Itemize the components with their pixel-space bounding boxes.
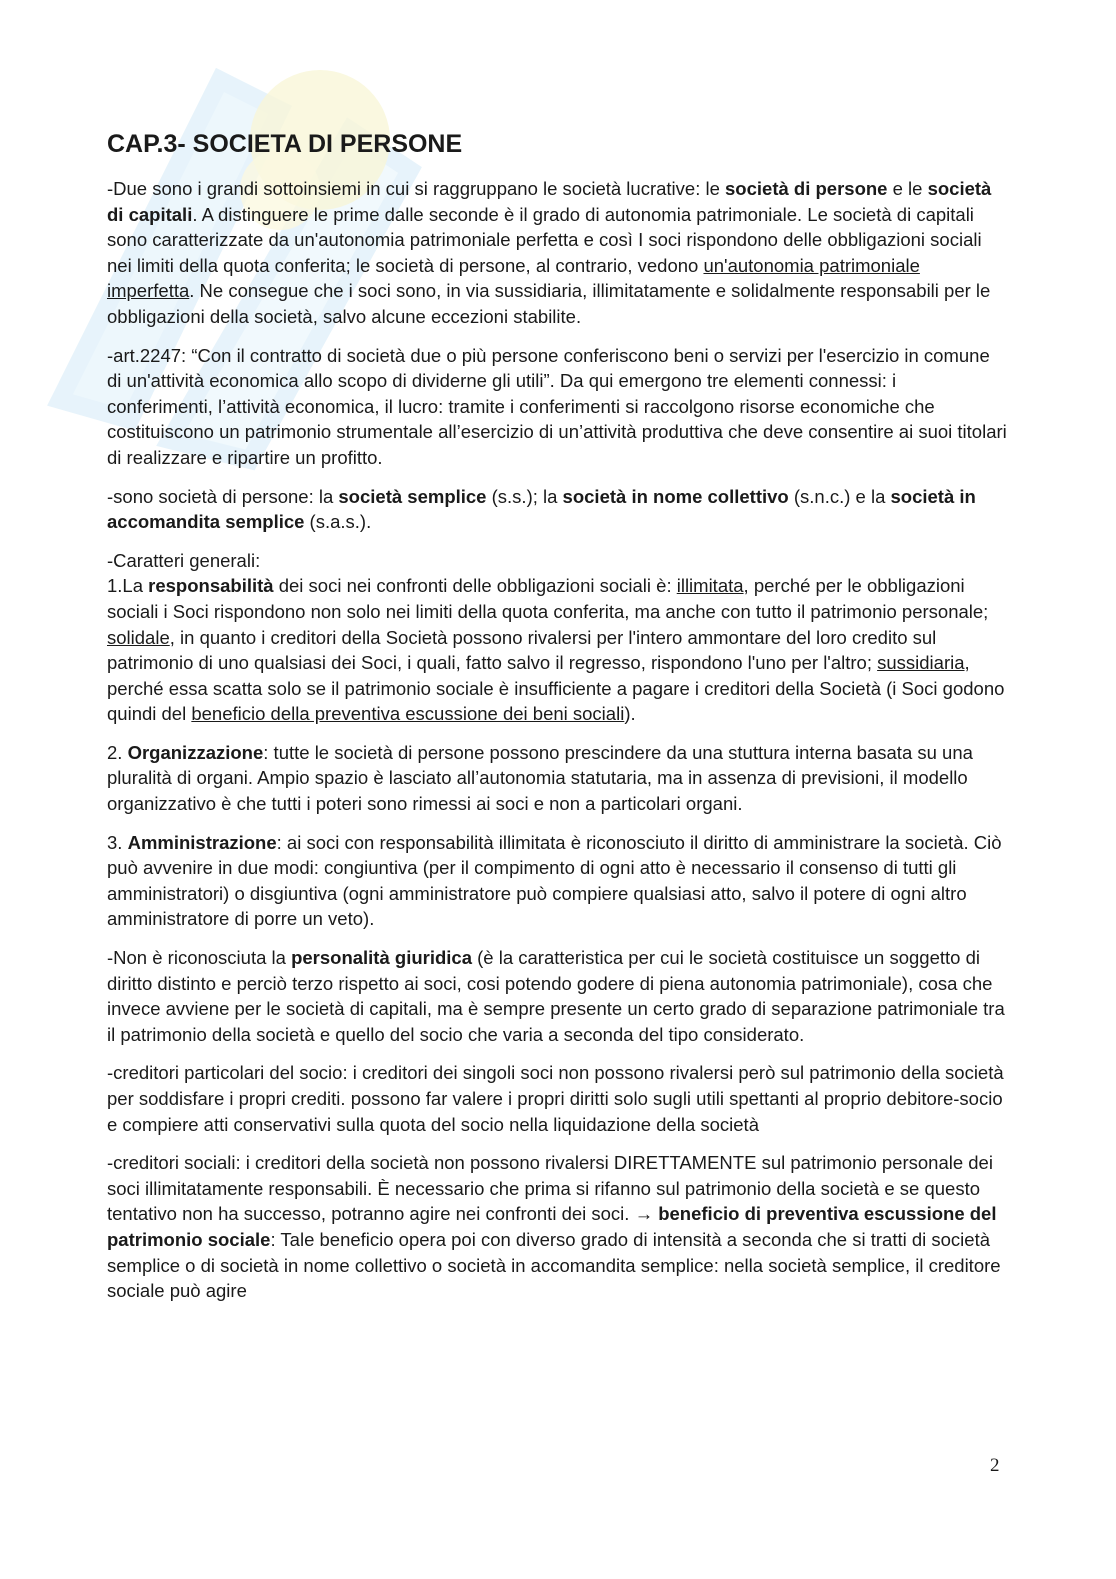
- underlined-term: illimitata: [676, 575, 744, 597]
- text: : ai soci con responsabilità illimitata è riconosciuto il diritto di amministrare la società. Ciò può avvenire in due modi: congiuntiva (per il compimento di ogni atto è necessario il consenso di tutti gli amministratori) o disgiuntiva (ogni amministratore può compiere qualsiasi atto, salvo il potere di ogni altro amministratore di porre un veto).: [107, 831, 1002, 930]
- text: (è la caratteristica per cui le società costituisce un soggetto di diritto distinto e perciò terzo rispetto ai soci, cosi potendo godere di piena autonomia patrimoniale), cosa che invece avviene per le società di capitali, ma è sempre presente un certo grado di separazione patrimoniale tra il patrimonio della società e quello del socio che varia a seconda del tipo considerato.: [107, 947, 1005, 1045]
- text: . Ne consegue che i soci sono, in via sussidiaria, illimitatamente e solidalmente responsabili per le obbligazioni della società, salvo alcune eccezioni stabilite.: [107, 280, 991, 327]
- text: (s.n.c.) e la: [788, 485, 891, 507]
- text: ).: [624, 703, 636, 725]
- document-body: [107, 128, 1007, 1317]
- bold-term: società di persone: [725, 178, 888, 199]
- paragraph-legal-personality: [107, 945, 1007, 1047]
- text: 2.: [107, 741, 128, 763]
- underlined-term: beneficio della preventiva escussione dei beni sociali: [191, 703, 625, 725]
- text: -sono società di persone: la: [107, 485, 339, 507]
- text: -Caratteri generali:: [107, 549, 261, 571]
- text: , perché per le obbligazioni sociali i Soci rispondono non solo nei limiti della quota conferita, ma anche con tutto il patrimonio personale;: [107, 575, 989, 622]
- text: e le: [887, 178, 928, 199]
- text: -Non è riconosciuta la: [107, 947, 292, 969]
- bold-term: Organizzazione: [127, 741, 264, 763]
- paragraph-partner-creditors: -creditori particolari del socio: i creditori dei singoli soci non possono rivalersi però sul patrimonio della società per soddisfare i propri crediti. possono far valere i propri diritti solo sugli utili spettanti al proprio debitore-socio e compiere atti conservativi sulla quota del socio nella liquidazione della società: [107, 1062, 1004, 1135]
- text: , in quanto i creditori della Società possono rivalersi per l'intero ammontare del loro credito sul patrimonio di uno qualsiasi dei Soci, i quali, fatto salvo il regresso, rispondono l'uno per l'altro;: [107, 626, 937, 674]
- paragraph-general-features: [107, 548, 1007, 727]
- bold-term: responsabilità: [148, 575, 274, 597]
- text: 1.La: [107, 575, 149, 597]
- bold-term: personalità giuridica: [291, 947, 472, 969]
- paragraph-art2247: -art.2247: “Con il contratto di società due o più persone conferiscono beni o servizi per l'esercizio in comune di un'attività economica allo scopo di dividerne gli utili”. Da qui emergono tre elementi connessi: i conferimenti, l’attività economica, il lucro: tramite i conferimenti si raccolgono risorse economiche che costituiscono un patrimonio strumentale all’esercizio di un’attività produttiva che deve consentire ai suoi titolari di realizzare e ripartire un profitto.: [107, 344, 1007, 468]
- paragraph-intro: [107, 176, 1007, 330]
- text: dei soci nei confronti delle obbligazioni sociali è:: [273, 575, 677, 597]
- paragraph-types: [107, 484, 1007, 535]
- text: -Due sono i grandi sottoinsiemi in cui si raggruppano le società lucrative: le: [107, 178, 726, 199]
- text: (s.s.); la: [486, 485, 563, 507]
- bold-term: società semplice: [338, 485, 487, 507]
- underlined-term: sussidiaria: [877, 652, 965, 674]
- text: -creditori sociali: i creditori della società non possono rivalersi DIRETTAMENTE sul patrimonio personale dei soci illimitatamente responsabili. È necessario che prima si rifanno sul patrimonio della società e se questo tentativo non ha successo, potranno agire nei confronti dei soci. →: [107, 1152, 993, 1225]
- bold-term: società di capitali: [107, 178, 992, 225]
- bold-term: beneficio di preventiva escussione del patrimonio sociale: [107, 1203, 997, 1250]
- paragraph-organization: [107, 740, 1007, 817]
- underlined-term: solidale: [107, 626, 170, 648]
- text: , perché essa scatta solo se il patrimonio sociale è insufficiente a pagare i creditori della Società (i Soci godono quindi del: [107, 652, 1005, 725]
- bold-term: società in accomandita semplice: [107, 485, 976, 533]
- page-number: 2: [990, 1455, 1000, 1476]
- text: . A distinguere le prime dalle seconde è il grado di autonomia patrimoniale. Le società di capitali sono caratterizzate da un'autonomia patrimoniale perfetta e così I soci rispondono delle obbligazioni sociali nei limiti della quota conferita; le società di persone, al contrario, vedono: [107, 203, 982, 276]
- paragraph-administration: [107, 830, 1007, 932]
- underlined-term: un'autonomia patrimoniale imperfetta: [107, 254, 920, 302]
- text: : Tale beneficio opera poi con diverso grado di intensità a seconda che si tratti di società semplice o di società in nome collettivo o società in accomandita semplice: nella società semplice, il creditore sociale può agire: [107, 1228, 1001, 1302]
- bold-term: Amministrazione: [127, 831, 277, 853]
- text: 3.: [107, 831, 128, 853]
- paragraph-social-creditors: [107, 1150, 1007, 1304]
- bold-term: società in nome collettivo: [562, 485, 789, 507]
- text: : tutte le società di persone possono prescindere da una stuttura interna basata su una pluralità di organi. Ampio spazio è lasciato all’autonomia statutaria, ma in assenza di previsioni, il modello organizzativo è che tutti i poteri sono rimessi ai soci e non a particolari organi.: [107, 741, 973, 815]
- page-title: CAP.3- SOCIETA DI PERSONE: [107, 130, 463, 158]
- text: (s.a.s.).: [304, 511, 372, 533]
